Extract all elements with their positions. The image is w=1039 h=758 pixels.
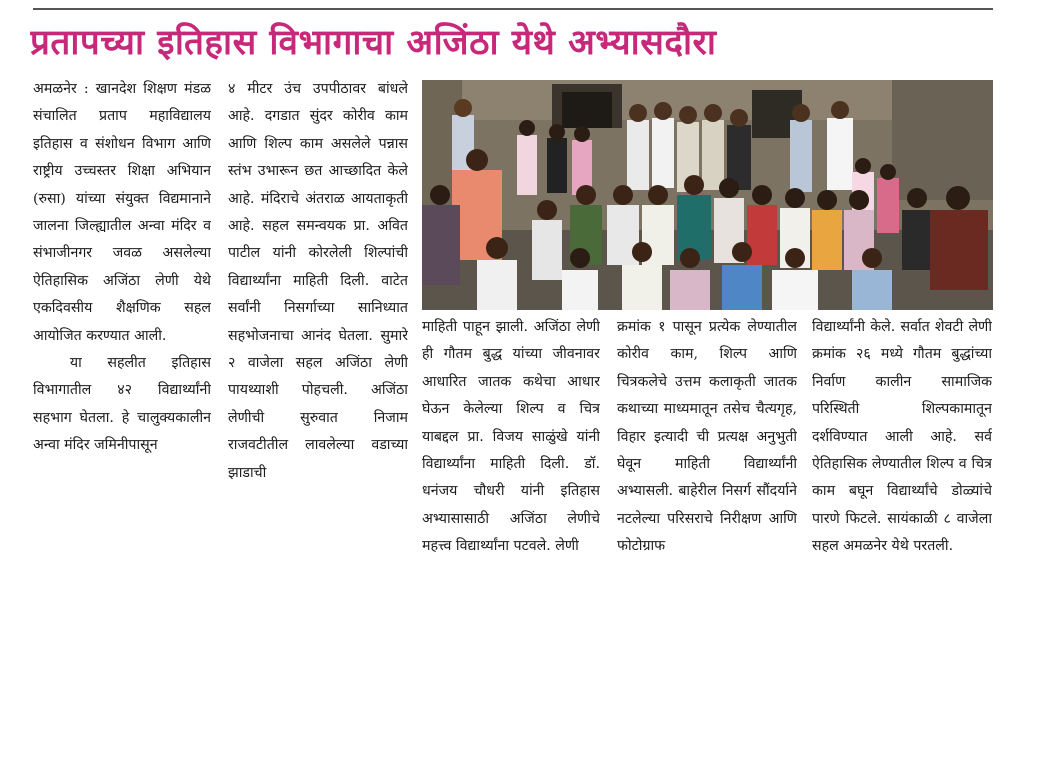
group-photo xyxy=(422,80,993,310)
article-column-5: विद्यार्थ्यांनी केले. सर्वात शेवटी लेणी क्रमांक २६ मध्ये गौतम बुद्धांच्या निर्वाण कालीन सामाजिक परिस्थिती शिल्पकामातून दर्शविण्यात आली आहे. सर्व ऐतिहासिक लेण्यातील शिल्प व चित्र काम बघून विद्यार्थ्यांचे डोळ्यांचे पारणे फिटले. सायंकाळी ८ वाजेला सहल अमळनेर येथे परतली. xyxy=(812,319,992,555)
article-paragraph: या सहलीत इतिहास विभागातील ४२ विद्यार्थ्यांनी सहभाग घेतला. हे चालुक्यकालीन अन्वा मंदिर जमिनीपासून xyxy=(33,355,211,454)
article-column-4: क्रमांक १ पासून प्रत्येक लेण्यातील कोरीव काम, शिल्प आणि चित्रकलेचे उत्तम कलाकृती जातक कथाच्या माध्यमातून तसेच चैत्यगृह, विहार इत्यादी ची प्रत्यक्ष अनुभुती घेवून माहिती विद्यार्थ्यांनी अभ्यासली. बाहेरील निसर्ग सौंदर्याने नटलेल्या परिसराचे निरीक्षण आणि फोटोग्राफ xyxy=(617,319,797,555)
group-photo-icon xyxy=(422,80,993,310)
article-paragraph: अमळनेर : खानदेश शिक्षण मंडळ संचालित प्रताप महाविद्यालय इतिहास व संशोधन विभाग आणि राष्ट्रीय उच्चस्तर शिक्षा अभियान (रुसा) यांच्या संयुक्त विद्यमानाने जालना जिल्ह्यातील अन्वा मंदिर व संभाजीनगर जवळ असलेल्या ऐतिहासिक अजिंठा लेणी येथे एकदिवसीय शैक्षणिक सहल आयोजित करण्यात आली. xyxy=(33,81,211,344)
article-column-1 xyxy=(33,76,211,716)
top-rule xyxy=(33,8,993,10)
article-column-2: ४ मीटर उंच उपपीठावर बांधले आहे. दगडात सुंदर कोरीव काम आणि शिल्प काम असलेले पन्नास स्तंभ उभारून छत आच्छादित केले आहे. मंदिराचे अंतराळ आयताकृती आहे. सहल समन्वयक प्रा. अवित पाटील यांनी कोरलेली शिल्पांची विद्यार्थ्यांना माहिती दिली. वाटेत सर्वांनी निसर्गाच्या सानिध्यात सहभोजनाचा आनंद घेतला. सुमारे २ वाजेला सहल अजिंठा लेणी पायथ्याशी पोहचली. अजिंठा लेणीची सुरुवात निजाम राजवटीतील लावलेल्या वडाच्या झाडाची xyxy=(228,81,408,481)
article-column-3: माहिती पाहून झाली. अजिंठा लेणी ही गौतम बुद्ध यांच्या जीवनावर आधारित जातक कथेचा आधार घेऊन केलेल्या शिल्प व चित्र याबद्दल प्रा. विजय साळुंखे यांनी विद्यार्थ्यांना माहिती दिली. डॉ. धनंजय चौधरी यांनी इतिहास अभ्यासासाठी अजिंठा लेणीचे महत्त्व विद्यार्थ्यांना पटवले. लेणी xyxy=(422,319,600,555)
headline: प्रतापच्या इतिहास विभागाचा अजिंठा येथे अभ्यासदौरा xyxy=(30,23,717,63)
